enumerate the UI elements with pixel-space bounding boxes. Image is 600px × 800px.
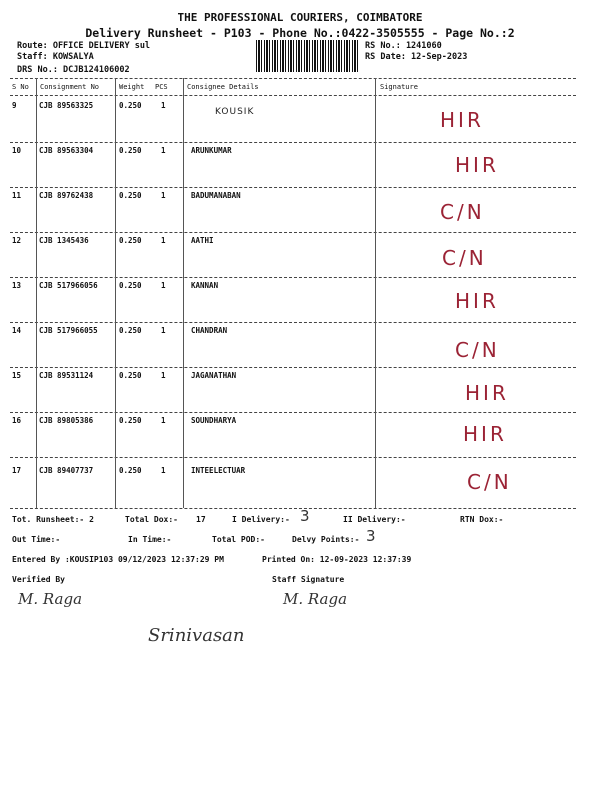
rtn-dox-label: RTN Dox:- bbox=[460, 515, 504, 524]
row-consignee: SOUNDHARYA bbox=[191, 416, 237, 425]
delvy-points-label: Delvy Points:- bbox=[292, 535, 360, 544]
row-weight: 0.250 bbox=[119, 281, 142, 290]
column-divider bbox=[183, 78, 184, 508]
row-divider bbox=[10, 322, 576, 323]
row-consignment-no: CJB 89531124 bbox=[39, 371, 94, 380]
staff-label: Staff: KOWSALYA bbox=[17, 52, 94, 62]
row-sno: 10 bbox=[12, 146, 22, 155]
row-signature: C/N bbox=[455, 338, 500, 362]
row-consignment-no: CJB 89762438 bbox=[39, 191, 94, 200]
row-sno: 9 bbox=[12, 101, 17, 110]
i-delivery-value: 3 bbox=[300, 507, 313, 525]
row-consignment-no: CJB 517966056 bbox=[39, 281, 98, 290]
row-divider bbox=[10, 367, 576, 368]
row-sno: 16 bbox=[12, 416, 22, 425]
route-label: Route: OFFICE DELIVERY sul bbox=[17, 41, 151, 51]
row-weight: 0.250 bbox=[119, 371, 142, 380]
company-title: THE PROFESSIONAL COURIERS, COIMBATORE bbox=[177, 11, 423, 24]
row-divider bbox=[10, 142, 576, 143]
row-pcs: 1 bbox=[161, 101, 166, 110]
delvy-points-value: 3 bbox=[366, 527, 379, 545]
row-signature: C/N bbox=[467, 470, 512, 494]
column-divider bbox=[375, 78, 376, 508]
rs-date: RS Date: 12-Sep-2023 bbox=[365, 52, 468, 62]
entered-by: Entered By :KOUSIP103 09/12/2023 12:37:29 PM bbox=[12, 555, 224, 564]
col-header-weight: Weight bbox=[119, 83, 145, 91]
in-time-label: In Time:- bbox=[128, 535, 172, 544]
row-consignee: CHANDRAN bbox=[191, 326, 228, 335]
staff-signature-label: Staff Signature bbox=[272, 575, 345, 584]
row-divider bbox=[10, 277, 576, 278]
row-signature: C/N bbox=[440, 200, 485, 224]
row-consignment-no: CJB 1345436 bbox=[39, 236, 89, 245]
row-divider bbox=[10, 412, 576, 413]
row-weight: 0.250 bbox=[119, 146, 142, 155]
row-sno: 17 bbox=[12, 466, 22, 475]
row-signature: HIR bbox=[455, 289, 499, 313]
row-sno: 12 bbox=[12, 236, 22, 245]
row-sno: 14 bbox=[12, 326, 22, 335]
row-signature: HIR bbox=[463, 422, 507, 446]
total-dox-value: 17 bbox=[196, 515, 206, 524]
row-weight: 0.250 bbox=[119, 101, 142, 110]
row-pcs: 1 bbox=[161, 281, 166, 290]
col-header-consignee: Consignee Details bbox=[187, 83, 259, 91]
out-time-label: Out Time:- bbox=[12, 535, 61, 544]
drs-number: DRS No.: DCJB124106002 bbox=[17, 65, 130, 75]
row-consignee: BADUMANABAN bbox=[191, 191, 241, 200]
row-divider bbox=[10, 232, 576, 233]
column-divider bbox=[36, 78, 37, 508]
table-top-rule bbox=[10, 78, 576, 79]
row-consignee: AATHI bbox=[191, 236, 214, 245]
column-divider bbox=[115, 78, 116, 508]
row-consignment-no: CJB 517966055 bbox=[39, 326, 98, 335]
row-weight: 0.250 bbox=[119, 466, 142, 475]
row-pcs: 1 bbox=[161, 191, 166, 200]
row-sno: 15 bbox=[12, 371, 22, 380]
verified-by-label: Verified By bbox=[12, 575, 65, 584]
row-consignee: KANNAN bbox=[191, 281, 219, 290]
col-header-signature: Signature bbox=[380, 83, 418, 91]
row-pcs: 1 bbox=[161, 146, 166, 155]
row-divider bbox=[10, 457, 576, 458]
table-bottom-rule bbox=[10, 508, 576, 509]
printed-on: Printed On: 12-09-2023 12:37:39 bbox=[262, 555, 412, 564]
row-weight: 0.250 bbox=[119, 191, 142, 200]
verified-signature: M. Raga bbox=[18, 590, 83, 608]
barcode-image bbox=[256, 40, 358, 72]
row-divider bbox=[10, 187, 576, 188]
rs-number: RS No.: 1241060 bbox=[365, 41, 442, 51]
row-pcs: 1 bbox=[161, 326, 166, 335]
row-weight: 0.250 bbox=[119, 416, 142, 425]
row-consignment-no: CJB 89563304 bbox=[39, 146, 94, 155]
bottom-signature: Srinivasan bbox=[148, 625, 245, 646]
row-signature: HIR bbox=[455, 153, 499, 177]
col-header-consignment: Consignment No bbox=[40, 83, 100, 91]
row-handwritten-consignee: KOUSIK bbox=[215, 107, 255, 117]
row-consignment-no: CJB 89563325 bbox=[39, 101, 94, 110]
ii-delivery-label: II Delivery:- bbox=[343, 515, 406, 524]
row-consignee: INTEELECTUAR bbox=[191, 466, 246, 475]
total-dox-label: Total Dox:- bbox=[125, 515, 178, 524]
total-pod-label: Total POD:- bbox=[212, 535, 265, 544]
col-header-pcs: PCS bbox=[155, 83, 168, 91]
row-weight: 0.250 bbox=[119, 326, 142, 335]
runsheet-title: Delivery Runsheet - P103 - Phone No.:0422-3505555 - Page No.:2 bbox=[85, 26, 515, 40]
row-consignment-no: CJB 89805386 bbox=[39, 416, 94, 425]
row-weight: 0.250 bbox=[119, 236, 142, 245]
row-signature: HIR bbox=[440, 108, 484, 132]
row-consignee: JAGANATHAN bbox=[191, 371, 237, 380]
row-sno: 13 bbox=[12, 281, 22, 290]
row-pcs: 1 bbox=[161, 236, 166, 245]
i-delivery-label: I Delivery:- bbox=[232, 515, 290, 524]
tot-runsheet: Tot. Runsheet:- 2 bbox=[12, 515, 94, 524]
row-pcs: 1 bbox=[161, 371, 166, 380]
row-signature: C/N bbox=[442, 246, 487, 270]
staff-signature: M. Raga bbox=[283, 590, 348, 608]
row-consignment-no: CJB 89407737 bbox=[39, 466, 94, 475]
row-sno: 11 bbox=[12, 191, 22, 200]
row-pcs: 1 bbox=[161, 466, 166, 475]
row-signature: HIR bbox=[465, 381, 509, 405]
col-header-sno: S No bbox=[12, 83, 29, 91]
table-header-rule bbox=[10, 95, 576, 96]
row-consignee: ARUNKUMAR bbox=[191, 146, 232, 155]
row-pcs: 1 bbox=[161, 416, 166, 425]
